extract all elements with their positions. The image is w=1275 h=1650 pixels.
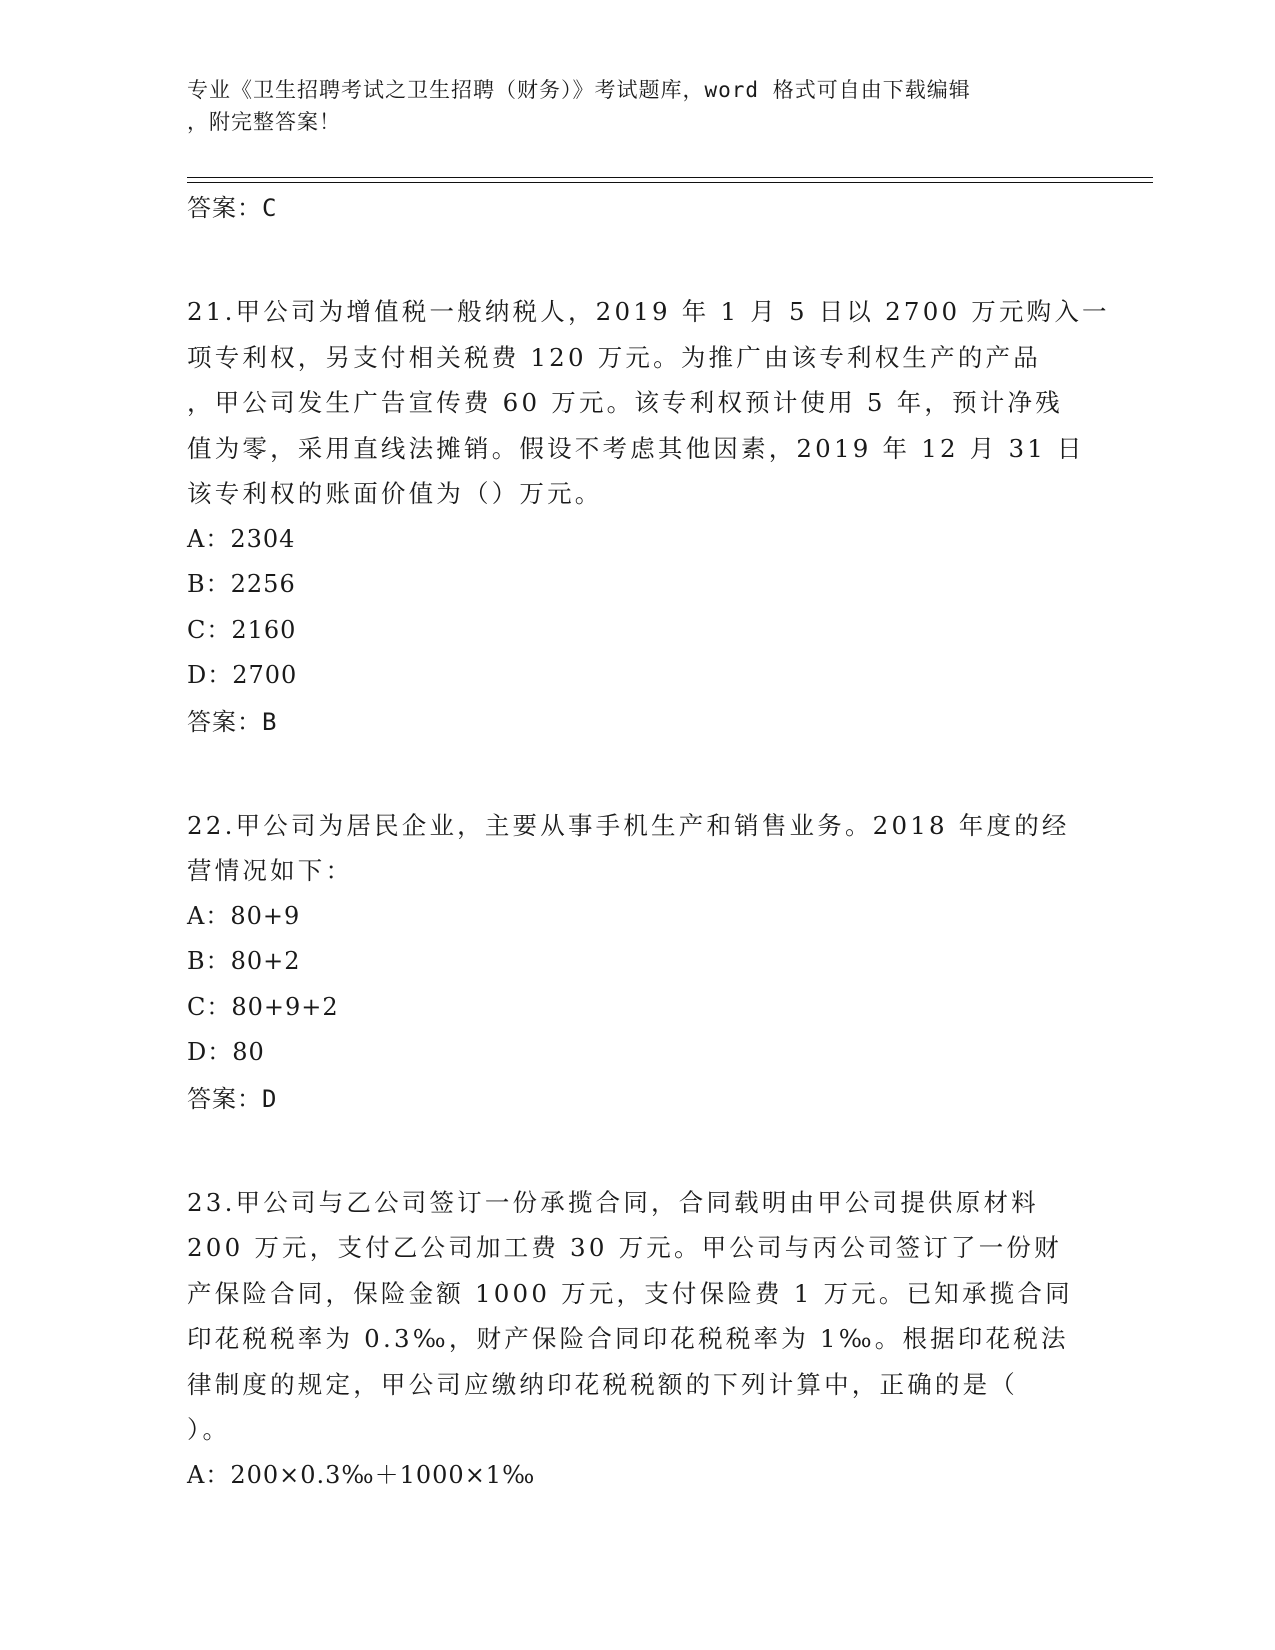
question-block [187, 289, 1110, 745]
question-line: 值为零，采用直线法摊销。假设不考虑其他因素，2019 年 12 月 31 日 [187, 433, 1085, 463]
option-a: A：80+9 [187, 901, 301, 930]
spacer [187, 1122, 1087, 1180]
document-header [187, 74, 1067, 138]
question-line: 营情况如下： [187, 856, 354, 885]
option-b: B：80+2 [187, 947, 301, 975]
question-line: 印花税税率为 0.3‰，财产保险合同印花税税率为 1‰。根据印花税法 [187, 1324, 1069, 1353]
question-line: 项专利权，另支付相关税费 120 万元。为推广由该专利权生产的产品 [187, 342, 1041, 372]
header-divider-top [187, 177, 1153, 178]
question-line: 22.甲公司为居民企业，主要从事手机生产和销售业务。2018 年度的经 [187, 810, 1070, 840]
question-text [187, 1180, 1087, 1453]
spacer [187, 745, 1087, 803]
answer-label: 答案：C [187, 194, 278, 222]
option-a: A：2304 [187, 524, 296, 553]
header-line-1: 专业《卫生招聘考试之卫生招聘（财务）》考试题库，word 格式可自由下载编辑 [187, 78, 971, 102]
question-line: ）。 [187, 1415, 231, 1444]
option-c: C：80+9+2 [187, 992, 339, 1021]
question-line: ，甲公司发生广告宣传费 60 万元。该专利权预计使用 5 年，预计净残 [187, 388, 1063, 417]
option-a: A：200×0.3‰＋1000×1‰ [187, 1460, 536, 1489]
spacer [187, 231, 1087, 289]
question-line: 200 万元，支付乙公司加工费 30 万元。甲公司与丙公司签订了一份财 [187, 1233, 1062, 1262]
option-c: C：2160 [187, 615, 297, 644]
answer-label: 答案：B [187, 707, 278, 736]
header-line-2: ，附完整答案！ [187, 110, 341, 134]
question-line: 该专利权的账面价值为（）万元。 [187, 479, 603, 508]
question-block [187, 803, 1087, 1122]
option-d: D：2700 [187, 661, 298, 689]
header-divider-bottom [187, 182, 1153, 183]
question-line: 23.甲公司与乙公司签订一份承揽合同，合同载明由甲公司提供原材料 [187, 1187, 1039, 1217]
question-text [187, 289, 1110, 517]
question-line: 律制度的规定，甲公司应缴纳印花税税额的下列计算中，正确的是（ [187, 1369, 1018, 1399]
option-d: D：80 [187, 1038, 265, 1066]
question-line: 产保险合同，保险金额 1000 万元，支付保险费 1 万元。已知承揽合同 [187, 1278, 1073, 1308]
answer-label: 答案：D [187, 1084, 278, 1113]
option-b: B：2256 [187, 570, 296, 598]
question-list [187, 185, 1110, 1498]
question-text [187, 803, 1087, 894]
question-line: 21.甲公司为增值税一般纳税人，2019 年 1 月 5 日以 2700 万元购入一 [187, 297, 1110, 326]
question-block [187, 1180, 1087, 1499]
